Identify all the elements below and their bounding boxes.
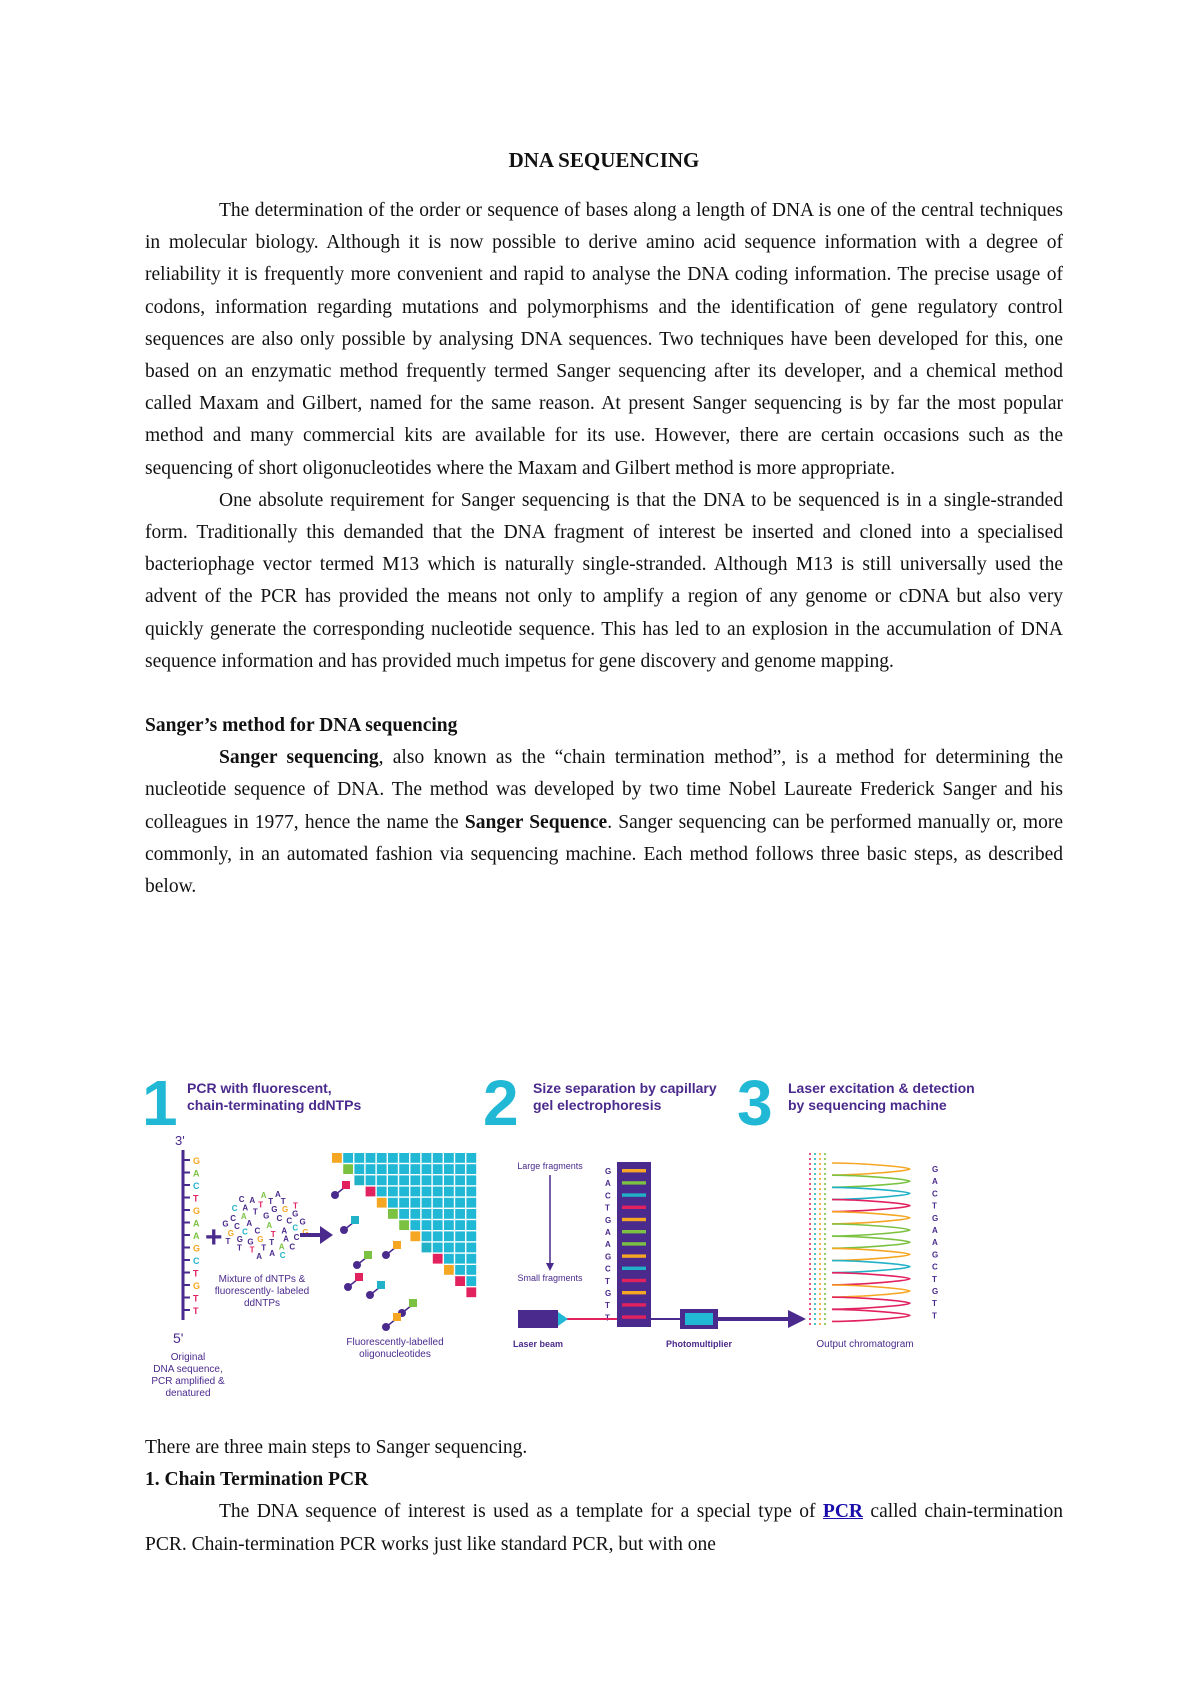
oligo-cell xyxy=(366,1153,376,1163)
oligo-cell xyxy=(444,1231,454,1241)
template-base-letter: G xyxy=(193,1206,201,1216)
template-base-letter: C xyxy=(193,1256,200,1266)
oligonucleotide-staircase xyxy=(331,1153,476,1331)
nucleotide-glyph: T xyxy=(280,1197,286,1206)
mixture-caption-line1: Mixture of dNTPs & xyxy=(218,1274,306,1285)
oligo-cell xyxy=(399,1175,409,1185)
oligo-cell xyxy=(455,1153,465,1163)
laser-source xyxy=(518,1310,558,1328)
mixture-caption-line2: fluorescently- labeled xyxy=(214,1286,310,1297)
oligo-cell xyxy=(444,1187,454,1197)
oligo-cell xyxy=(466,1287,476,1297)
nucleotide-glyph: A xyxy=(240,1211,247,1221)
photomultiplier-window xyxy=(685,1313,713,1325)
oligo-cell xyxy=(455,1164,465,1174)
nucleotide-glyph: G xyxy=(271,1205,278,1215)
molecule-node xyxy=(366,1291,374,1299)
oligo-cell xyxy=(377,1175,387,1185)
oligo-cell xyxy=(433,1220,443,1230)
molecule-node xyxy=(344,1283,352,1291)
gel-band xyxy=(622,1242,646,1245)
step3-title-line2: by sequencing machine xyxy=(788,1097,947,1113)
original-caption-line4: denatured xyxy=(165,1388,211,1399)
molecule-label-tag xyxy=(342,1181,350,1189)
oligo-cell xyxy=(410,1231,420,1241)
step2-title-line1: Size separation by capillary xyxy=(533,1080,717,1096)
chromatogram-letter: G xyxy=(932,1250,939,1260)
oligo-cell xyxy=(422,1231,432,1241)
oligo-cell xyxy=(410,1198,420,1208)
oligo-caption-line2: oligonucleotides xyxy=(359,1349,431,1360)
nucleotide-glyph: T xyxy=(258,1200,264,1210)
oligo-cell xyxy=(433,1243,443,1253)
chromatogram-letter: A xyxy=(932,1226,938,1235)
oligo-cell xyxy=(433,1187,443,1197)
chromatogram-peak xyxy=(832,1273,910,1285)
oligo-cell xyxy=(466,1187,476,1197)
mixture-caption-line3: ddNTPs xyxy=(243,1298,281,1309)
chromatogram-letter: A xyxy=(932,1238,938,1248)
oligo-cell xyxy=(366,1175,376,1185)
oligo-cell xyxy=(343,1153,353,1163)
oligo-cell xyxy=(433,1254,443,1264)
oligo-cell xyxy=(366,1187,376,1197)
oligo-cell xyxy=(455,1276,465,1286)
oligo-cell xyxy=(433,1153,443,1163)
nucleotide-glyph: T xyxy=(269,1238,275,1248)
gel-band xyxy=(622,1279,646,1282)
nucleotide-glyph: T xyxy=(249,1245,255,1255)
chromatogram-peak xyxy=(832,1285,910,1297)
nucleotide-glyph: A xyxy=(278,1242,285,1252)
chromatogram-peak xyxy=(832,1200,910,1212)
gel-letter: G xyxy=(605,1252,612,1262)
nucleotide-glyph: A xyxy=(249,1196,256,1205)
oligo-cell xyxy=(388,1164,398,1174)
chromatogram-peak xyxy=(832,1236,910,1248)
oligo-cell xyxy=(455,1243,465,1253)
nucleotide-glyph: C xyxy=(279,1251,286,1260)
section-heading-sanger: Sanger’s method for DNA sequencing xyxy=(145,715,458,737)
gel-letter: T xyxy=(605,1276,610,1286)
nucleotide-glyph: A xyxy=(275,1189,281,1199)
oligo-cell xyxy=(410,1153,420,1163)
gel-band xyxy=(622,1193,646,1196)
paragraph-intro: The determination of the order or sequence of bases along a length of DNA is one of the central techniques in molecular biology. Although it is now possible to derive amino acid sequence information with a degree of reliability it is frequently more convenient and rapid to analyse the DNA coding information. The precise usage of codons, information regarding mutations and polymorphisms and the identification of gene regulatory control sequences are also only possible by analysing DNA sequences. Two techniques have been developed for this, one based on an enzymatic method frequently termed Sanger sequencing after its developer, and a chemical method called Maxam and Gilbert, named for the same reason. At present Sanger sequencing is by far the most popular method and many commercial kits are available for its use. However, there are certain occasions such as the sequencing of short oligonucleotides where the Maxam and Gilbert method is more appropriate. xyxy=(145,200,1063,479)
pcr-link[interactable]: PCR xyxy=(822,1501,863,1523)
oligo-cell xyxy=(388,1209,398,1219)
nucleotide-glyph: A xyxy=(283,1234,289,1244)
nucleotide-glyph: C xyxy=(230,1213,237,1223)
molecule-label-tag xyxy=(409,1299,417,1307)
chromatogram-letter: A xyxy=(932,1177,938,1187)
gel-letter: T xyxy=(605,1203,610,1213)
oligo-cell xyxy=(455,1254,465,1264)
gel-letter: A xyxy=(605,1179,611,1189)
nucleotide-glyph: C xyxy=(234,1222,240,1232)
chromatogram-peak xyxy=(832,1163,910,1175)
chromatogram-letter: C xyxy=(932,1189,938,1199)
strand-3prime-label: 3' xyxy=(175,1133,185,1148)
oligo-cell xyxy=(444,1175,454,1185)
document-page xyxy=(145,148,1063,903)
oligo-cell xyxy=(354,1175,364,1185)
bold-term-sanger-sequencing: Sanger sequencing xyxy=(219,747,379,769)
chromatogram-letter: T xyxy=(932,1311,937,1321)
chromatogram-peak xyxy=(832,1261,910,1273)
gel-letter: G xyxy=(605,1167,612,1176)
molecule-label-tag xyxy=(377,1281,385,1289)
chromatogram-peak xyxy=(832,1224,910,1236)
nucleotide-glyph: T xyxy=(225,1237,231,1246)
oligo-cell xyxy=(388,1175,398,1185)
template-base-letter: G xyxy=(193,1243,201,1254)
gel-letter: T xyxy=(605,1313,610,1323)
oligo-cell xyxy=(422,1209,432,1219)
nucleotide-glyph: G xyxy=(292,1209,299,1219)
nucleotide-glyph: A xyxy=(269,1248,276,1258)
nucleotide-glyph: C xyxy=(238,1194,245,1204)
oligo-cell xyxy=(466,1153,476,1163)
nucleotide-glyph: T xyxy=(268,1196,274,1206)
oligo-cell xyxy=(422,1164,432,1174)
step2-number: 2 xyxy=(483,1067,519,1139)
oligo-caption-line1: Fluorescently-labelled xyxy=(346,1337,444,1348)
nucleotide-glyph: G xyxy=(257,1234,264,1244)
paragraph-chain-text-b: called chain-termination PCR. Chain-termination PCR works just like standard PCR, but with one xyxy=(145,1501,1063,1555)
chromatogram-letter: G xyxy=(932,1213,939,1223)
oligo-caption xyxy=(346,1337,443,1360)
original-caption-line1: Original xyxy=(170,1352,206,1363)
oligo-cell xyxy=(466,1254,476,1264)
oligo-cell xyxy=(455,1265,465,1275)
small-fragments-label: Small fragments xyxy=(517,1273,583,1283)
nucleotide-glyph: G xyxy=(302,1228,309,1238)
oligo-cell xyxy=(466,1265,476,1275)
template-base-letter: T xyxy=(193,1306,199,1316)
oligo-cell xyxy=(466,1276,476,1286)
oligo-cell xyxy=(410,1187,420,1197)
oligo-cell xyxy=(377,1198,387,1208)
plus-sign: + xyxy=(205,1221,223,1254)
page-title: DNA SEQUENCING xyxy=(508,148,700,172)
figure-svg xyxy=(140,1065,1060,1415)
chromatogram-peak xyxy=(832,1175,910,1187)
oligo-cell xyxy=(399,1153,409,1163)
gel-band xyxy=(622,1254,646,1257)
nucleotide-glyph: G xyxy=(263,1211,270,1221)
oligo-cell xyxy=(422,1198,432,1208)
template-base-letter: T xyxy=(193,1193,199,1204)
oligo-cell xyxy=(399,1220,409,1230)
gel-band xyxy=(622,1291,646,1294)
chromatogram-peak xyxy=(832,1187,910,1199)
oligo-cell xyxy=(455,1231,465,1241)
oligo-cell xyxy=(422,1175,432,1185)
nucleotide-glyph: C xyxy=(286,1216,293,1226)
oligo-cell xyxy=(399,1187,409,1197)
step3-number: 3 xyxy=(737,1067,773,1139)
chromatogram-peak xyxy=(832,1212,910,1224)
laser-nozzle-icon xyxy=(558,1312,568,1326)
strand-5prime-label: 5' xyxy=(173,1330,184,1346)
chromatogram-letter: G xyxy=(932,1287,939,1296)
nucleotide-glyph: G xyxy=(227,1228,234,1238)
mixture-caption xyxy=(215,1274,310,1309)
oligo-cell xyxy=(466,1164,476,1174)
chromatogram-letter: G xyxy=(932,1165,939,1174)
template-base-letter: C xyxy=(193,1181,200,1191)
oligo-cell xyxy=(422,1153,432,1163)
nucleotide-glyph: A xyxy=(281,1226,288,1236)
original-caption-line3: PCR amplified & xyxy=(151,1376,225,1387)
large-fragments-label: Large fragments xyxy=(517,1161,583,1171)
gel-band xyxy=(622,1230,646,1233)
gel-band xyxy=(622,1169,646,1172)
chromatogram-letter: C xyxy=(932,1262,938,1272)
oligo-cell xyxy=(433,1198,443,1208)
template-base-letter: T xyxy=(193,1293,199,1304)
nucleotide-glyph: C xyxy=(289,1242,296,1252)
nucleotide-glyph: T xyxy=(252,1207,258,1217)
paragraph-chain-text-a: The DNA sequence of interest is used as a template for a special type of xyxy=(219,1501,823,1523)
chromatogram-letter: T xyxy=(932,1299,937,1309)
oligo-cell xyxy=(466,1231,476,1241)
gel-letter: G xyxy=(605,1289,612,1298)
oligo-cell xyxy=(354,1164,364,1174)
chromatogram-peak xyxy=(832,1248,910,1260)
oligo-cell xyxy=(366,1164,376,1174)
oligo-cell xyxy=(388,1198,398,1208)
paragraph-single-stranded: One absolute requirement for Sanger sequencing is that the DNA to be sequenced is in a single-stranded form. Traditionally this demanded that the DNA fragment of interest be inserted and cloned into a specialised bacteriophage vector termed M13 which is naturally single-stranded. Although M13 is still universally used the advent of the PCR has provided the means not only to amplify a region of any genome or cDNA but also very quickly generate the corresponding nucleotide sequence. This has led to an explosion in the accumulation of DNA sequence information and has provided much impetus for gene discovery and genome mapping. xyxy=(145,489,1063,672)
oligo-cell xyxy=(433,1175,443,1185)
gel-band xyxy=(622,1303,646,1306)
nucleotide-glyph: A xyxy=(246,1218,253,1228)
molecule-label-tag xyxy=(351,1216,359,1224)
nucleotide-glyph: C xyxy=(231,1204,238,1214)
nucleotide-glyph: C xyxy=(276,1213,283,1223)
oligo-cell xyxy=(410,1175,420,1185)
molecule-label-tag xyxy=(355,1273,363,1281)
oligo-cell xyxy=(444,1198,454,1208)
paragraph-sanger-text-b: . Sanger sequencing can be performed manually or, more commonly, in an automated fashion via sequencing machine. Each method follows three basic steps, as described below. xyxy=(145,811,1063,898)
oligo-cell xyxy=(377,1187,387,1197)
gel-letter: C xyxy=(605,1264,611,1274)
step1-title-line1: PCR with fluorescent, xyxy=(187,1080,332,1096)
output-arrow-head-icon xyxy=(788,1310,806,1328)
oligo-cell xyxy=(466,1220,476,1230)
gel-letter: G xyxy=(605,1215,612,1225)
oligo-cell xyxy=(444,1243,454,1253)
chromatogram-peak xyxy=(832,1309,910,1321)
gel-letter: C xyxy=(605,1191,611,1201)
sanger-steps-figure xyxy=(140,1065,1060,1415)
nucleotide-glyph: A xyxy=(256,1252,263,1261)
output-chromatogram-label: Output chromatogram xyxy=(816,1339,914,1350)
oligo-cell xyxy=(455,1187,465,1197)
oligo-cell xyxy=(410,1220,420,1230)
oligo-cell xyxy=(466,1243,476,1253)
gel-band xyxy=(622,1267,646,1270)
nucleotide-glyph: A xyxy=(260,1191,267,1201)
oligo-cell xyxy=(455,1175,465,1185)
nucleotide-glyph: G xyxy=(282,1205,289,1215)
oligo-cell xyxy=(410,1164,420,1174)
nucleotide-glyph: A xyxy=(266,1221,273,1230)
oligo-cell xyxy=(332,1153,342,1163)
molecule-node xyxy=(382,1251,390,1259)
oligo-cell xyxy=(433,1209,443,1219)
step1-title-line2: chain-terminating ddNTPs xyxy=(187,1097,362,1113)
nucleotide-glyph: G xyxy=(236,1235,243,1245)
oligo-cell xyxy=(433,1231,443,1241)
nucleotide-glyph: T xyxy=(237,1243,242,1253)
step1-number: 1 xyxy=(142,1067,178,1139)
template-base-letter: G xyxy=(193,1156,201,1166)
oligo-cell xyxy=(422,1187,432,1197)
after-figure-text xyxy=(145,1432,1063,1561)
oligo-cell xyxy=(388,1187,398,1197)
oligo-cell xyxy=(388,1153,398,1163)
template-base-letter: A xyxy=(193,1218,200,1229)
oligo-cell xyxy=(466,1198,476,1208)
step3-title-line1: Laser excitation & detection xyxy=(788,1080,975,1096)
template-bases xyxy=(183,1156,200,1316)
oligo-cell xyxy=(466,1209,476,1219)
nucleotide-glyph: A xyxy=(242,1203,249,1213)
original-dna-caption xyxy=(151,1352,225,1399)
chromatogram-peak xyxy=(832,1297,910,1309)
migration-arrow-head-icon xyxy=(546,1263,554,1271)
oligo-cell xyxy=(444,1265,454,1275)
nucleotide-glyph: G xyxy=(299,1217,306,1227)
oligo-cell xyxy=(455,1220,465,1230)
chromatogram-peaks xyxy=(832,1163,910,1321)
oligo-cell xyxy=(466,1175,476,1185)
template-base-letter: T xyxy=(193,1268,199,1279)
original-caption-line2: DNA sequence, xyxy=(153,1364,223,1375)
oligo-cell xyxy=(399,1209,409,1219)
gel-letter: A xyxy=(605,1228,611,1237)
nucleotide-glyph: G xyxy=(222,1219,229,1229)
molecule-node xyxy=(353,1261,361,1269)
nucleotide-glyph: T xyxy=(270,1229,276,1239)
gel-band xyxy=(622,1206,646,1209)
nucleotide-glyph: C xyxy=(292,1223,299,1233)
template-base-letter: G xyxy=(193,1281,201,1291)
nucleotide-glyph: C xyxy=(293,1233,300,1242)
laser-beam-label: Laser beam xyxy=(512,1339,564,1349)
oligo-cell xyxy=(444,1164,454,1174)
chromatogram-base-letters xyxy=(932,1165,938,1320)
gel-letter: T xyxy=(605,1301,610,1311)
molecule-node xyxy=(331,1191,339,1199)
paragraph-sanger-text-a: , also known as the “chain termination method”, is a method for determining the nucleotide sequence of DNA. The method was developed by two time Nobel Laureate Frederick Sanger and his colleagues in 1977, hence the name the xyxy=(145,747,1063,833)
oligo-cell xyxy=(422,1243,432,1253)
nucleotide-glyph: T xyxy=(261,1243,267,1253)
oligo-cell xyxy=(377,1164,387,1174)
molecule-label-tag xyxy=(393,1313,401,1321)
oligo-cell xyxy=(354,1153,364,1163)
molecule-node xyxy=(382,1323,390,1331)
chromatogram-dotted-lines xyxy=(810,1153,825,1327)
gel-letter: A xyxy=(605,1240,611,1250)
step2-title-line2: gel electrophoresis xyxy=(533,1097,662,1113)
nucleotide-glyph: G xyxy=(247,1237,254,1247)
oligo-cell xyxy=(455,1209,465,1219)
nucleotide-mixture-cloud xyxy=(222,1190,308,1261)
nucleotide-glyph: C xyxy=(254,1226,261,1236)
chromatogram-letter: T xyxy=(932,1201,937,1211)
gel-band xyxy=(622,1315,646,1318)
oligo-cell xyxy=(422,1220,432,1230)
gel-base-letters xyxy=(605,1167,611,1322)
oligo-cell xyxy=(410,1209,420,1219)
paragraph-chain-termination xyxy=(145,1496,1063,1560)
oligo-cell xyxy=(343,1164,353,1174)
step1-heading: 1. Chain Termination PCR xyxy=(145,1469,369,1491)
gel-band xyxy=(622,1181,646,1184)
nucleotide-glyph: C xyxy=(242,1227,248,1237)
oligo-cell xyxy=(399,1164,409,1174)
bold-term-sanger-sequence: Sanger Sequence xyxy=(464,811,608,833)
photomultiplier-label: Photomultiplier xyxy=(666,1339,732,1349)
template-base-letter: A xyxy=(193,1231,200,1241)
molecule-node xyxy=(340,1226,348,1234)
molecule-label-tag xyxy=(364,1251,372,1259)
molecule-label-tag xyxy=(393,1241,401,1249)
oligo-cell xyxy=(444,1153,454,1163)
paragraph-sanger xyxy=(145,742,1063,903)
oligo-cell xyxy=(455,1198,465,1208)
oligo-cell xyxy=(377,1153,387,1163)
gel-band xyxy=(622,1218,646,1221)
paragraph-three-steps: There are three main steps to Sanger sequencing. xyxy=(145,1437,528,1458)
nucleotide-glyph: T xyxy=(293,1201,298,1211)
oligo-cell xyxy=(399,1198,409,1208)
oligo-cell xyxy=(444,1209,454,1219)
oligo-cell xyxy=(444,1254,454,1264)
oligo-cell xyxy=(444,1220,454,1230)
oligo-cell xyxy=(433,1164,443,1174)
template-base-letter: A xyxy=(193,1168,200,1179)
chromatogram-letter: T xyxy=(932,1274,937,1284)
